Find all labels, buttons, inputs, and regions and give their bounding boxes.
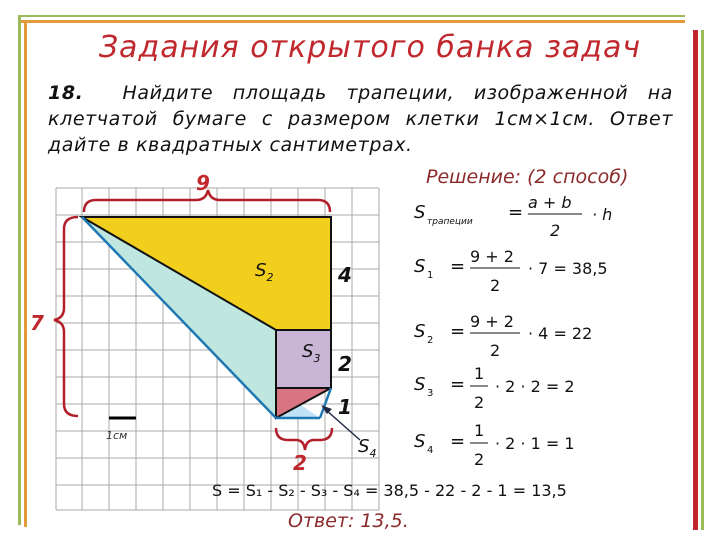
label-s3-sub: 3 (313, 352, 321, 365)
formula-s2 (414, 312, 592, 360)
f0-tail: · h (592, 205, 613, 224)
f4-den: 2 (474, 450, 485, 469)
label-s3-letter: S (302, 341, 314, 362)
f3-tail: · 2 · 2 = 2 (495, 377, 575, 396)
label-left-7: 7 (30, 311, 44, 335)
problem-number: 18. (48, 82, 84, 104)
label-s2-sub: 2 (266, 271, 274, 284)
label-side-4: 4 (338, 263, 352, 287)
f0-num: a + b (528, 193, 572, 212)
f1-den: 2 (490, 276, 501, 295)
f1-S: S (414, 256, 426, 277)
f4-tail: · 2 · 1 = 1 (495, 434, 575, 453)
formula-s4 (414, 421, 575, 469)
f0-eq: = (508, 202, 524, 223)
f3-eq: = (450, 374, 466, 395)
f4-num: 1 (474, 421, 485, 440)
f2-eq: = (450, 321, 466, 342)
f4-sub: 4 (427, 445, 434, 456)
f2-den: 2 (490, 341, 501, 360)
label-s4-sub: 4 (369, 447, 377, 460)
f1-sub: 1 (427, 270, 434, 281)
f1-num: 9 + 2 (470, 247, 514, 266)
label-s4 (358, 436, 376, 460)
label-s4-letter: S (358, 436, 370, 457)
f3-num: 1 (474, 364, 485, 383)
formula-s1 (414, 247, 608, 295)
formula-trapezoid-area (414, 193, 612, 240)
bracket-left (54, 217, 78, 416)
label-bottom-2: 2 (293, 451, 307, 475)
label-top-9: 9 (196, 171, 210, 195)
f2-tail: · 4 = 22 (528, 324, 593, 343)
label-side-2: 2 (338, 352, 352, 376)
f3-S: S (414, 374, 426, 395)
cell-scale-label: 1см (106, 429, 128, 442)
formula-s3 (414, 364, 575, 412)
f0-S: S (414, 202, 426, 223)
answer-text: Ответ: 13,5. (288, 510, 409, 532)
label-side-1: 1 (338, 395, 352, 419)
f0-sub: трапеции (427, 217, 473, 227)
problem-statement: Найдите площадь трапеции, изображенной на клетчатой бумаге с размером клетки 1см×1см. Ответ дайте в квадратных сантиметрах. (48, 82, 673, 156)
f1-tail: · 7 = 38,5 (528, 259, 608, 278)
page-title: Задания открытого банка задач (98, 30, 642, 65)
f2-S: S (414, 321, 426, 342)
f4-S: S (414, 431, 426, 452)
solution-heading: Решение: (2 способ) (426, 166, 629, 188)
f3-sub: 3 (427, 388, 434, 399)
formula-final: S = S₁ - S₂ - S₃ - S₄ = 38,5 - 22 - 2 - 1 = 13,5 (212, 481, 567, 500)
label-s2-letter: S (255, 260, 267, 281)
f4-eq: = (450, 431, 466, 452)
f3-den: 2 (474, 393, 485, 412)
f0-den: 2 (550, 221, 561, 240)
f2-num: 9 + 2 (470, 312, 514, 331)
f2-sub: 2 (427, 335, 434, 346)
f1-eq: = (450, 256, 466, 277)
